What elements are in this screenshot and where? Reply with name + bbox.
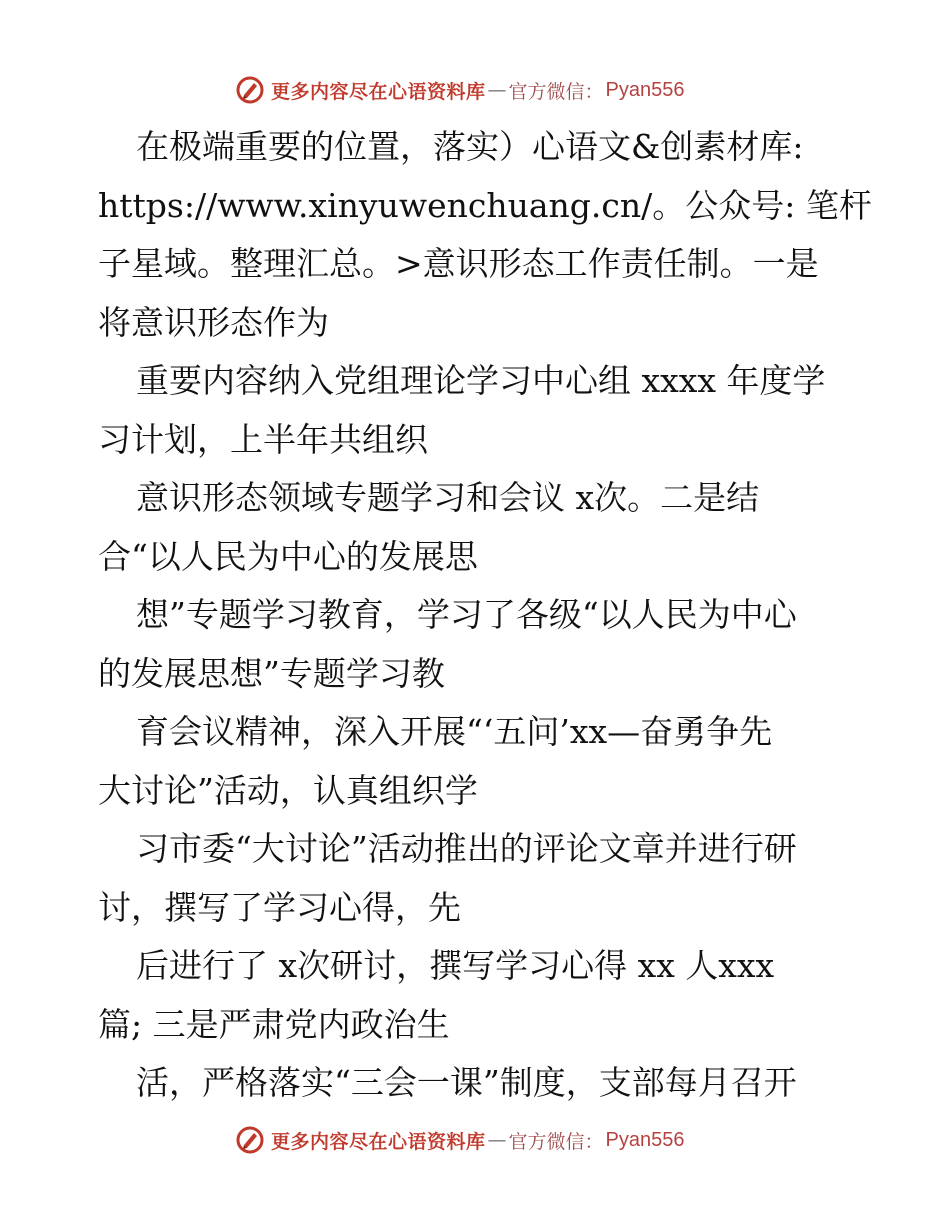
text-line: 篇; 三是严肃党内政治生 — [98, 1004, 450, 1044]
banner-suffix-text: 官方微信： — [508, 80, 604, 103]
text-line: 讨，撰写了学习心得，先 — [98, 887, 461, 927]
text-line: 意识形态领域专题学习和会议 x次。二是结 — [136, 478, 760, 517]
banner-separator: — — [487, 79, 507, 101]
text-line: 大讨论”活动，认真组织学 — [98, 770, 478, 810]
text-line: 后进行了 x次研讨，撰写学习心得 xx 人xxx — [136, 946, 775, 985]
text-line: 重要内容纳入党组理论学习中心组 xxxx 年度学 — [136, 361, 826, 400]
banner-suffix-text: 官方微信： — [508, 1130, 604, 1153]
text-line: 将意识形态作为 — [98, 302, 329, 342]
footer-banner — [235, 1123, 685, 1157]
pen-logo-icon — [235, 1125, 265, 1155]
document-body — [98, 118, 872, 1113]
text-line: 想”专题学习教育，学习了各级“以人民为中心 — [136, 595, 797, 634]
text-line: 在极端重要的位置，落实）心语文&创素材库: — [136, 127, 804, 166]
banner-main-text: 更多内容尽在心语资料库 — [271, 80, 486, 103]
banner-wechat-handle: Pyan556 — [605, 78, 685, 101]
text-line: 活，严格落实“三会一课”制度，支部每月召开 — [136, 1063, 797, 1102]
text-line: 习市委“大讨论”活动推出的评论文章并进行研 — [136, 829, 797, 868]
text-line: 的发展思想”专题学习教 — [98, 653, 445, 693]
text-line: 育会议精神，深入开展“‘五问’xx—奋勇争先 — [136, 712, 773, 751]
pen-logo-icon — [235, 75, 265, 105]
text-line: 合“以人民为中心的发展思 — [98, 536, 478, 576]
banner-separator: — — [487, 1129, 507, 1151]
header-banner — [235, 73, 685, 107]
text-line: https://www.xinyuwenchuang.cn/。公众号: 笔杆 — [98, 185, 872, 225]
text-line: 子星域。整理汇总。>意识形态工作责任制。一是 — [98, 244, 819, 283]
banner-wechat-handle: Pyan556 — [605, 1128, 685, 1151]
banner-main-text: 更多内容尽在心语资料库 — [271, 1130, 486, 1153]
text-line: 习计划，上半年共组织 — [98, 419, 428, 459]
